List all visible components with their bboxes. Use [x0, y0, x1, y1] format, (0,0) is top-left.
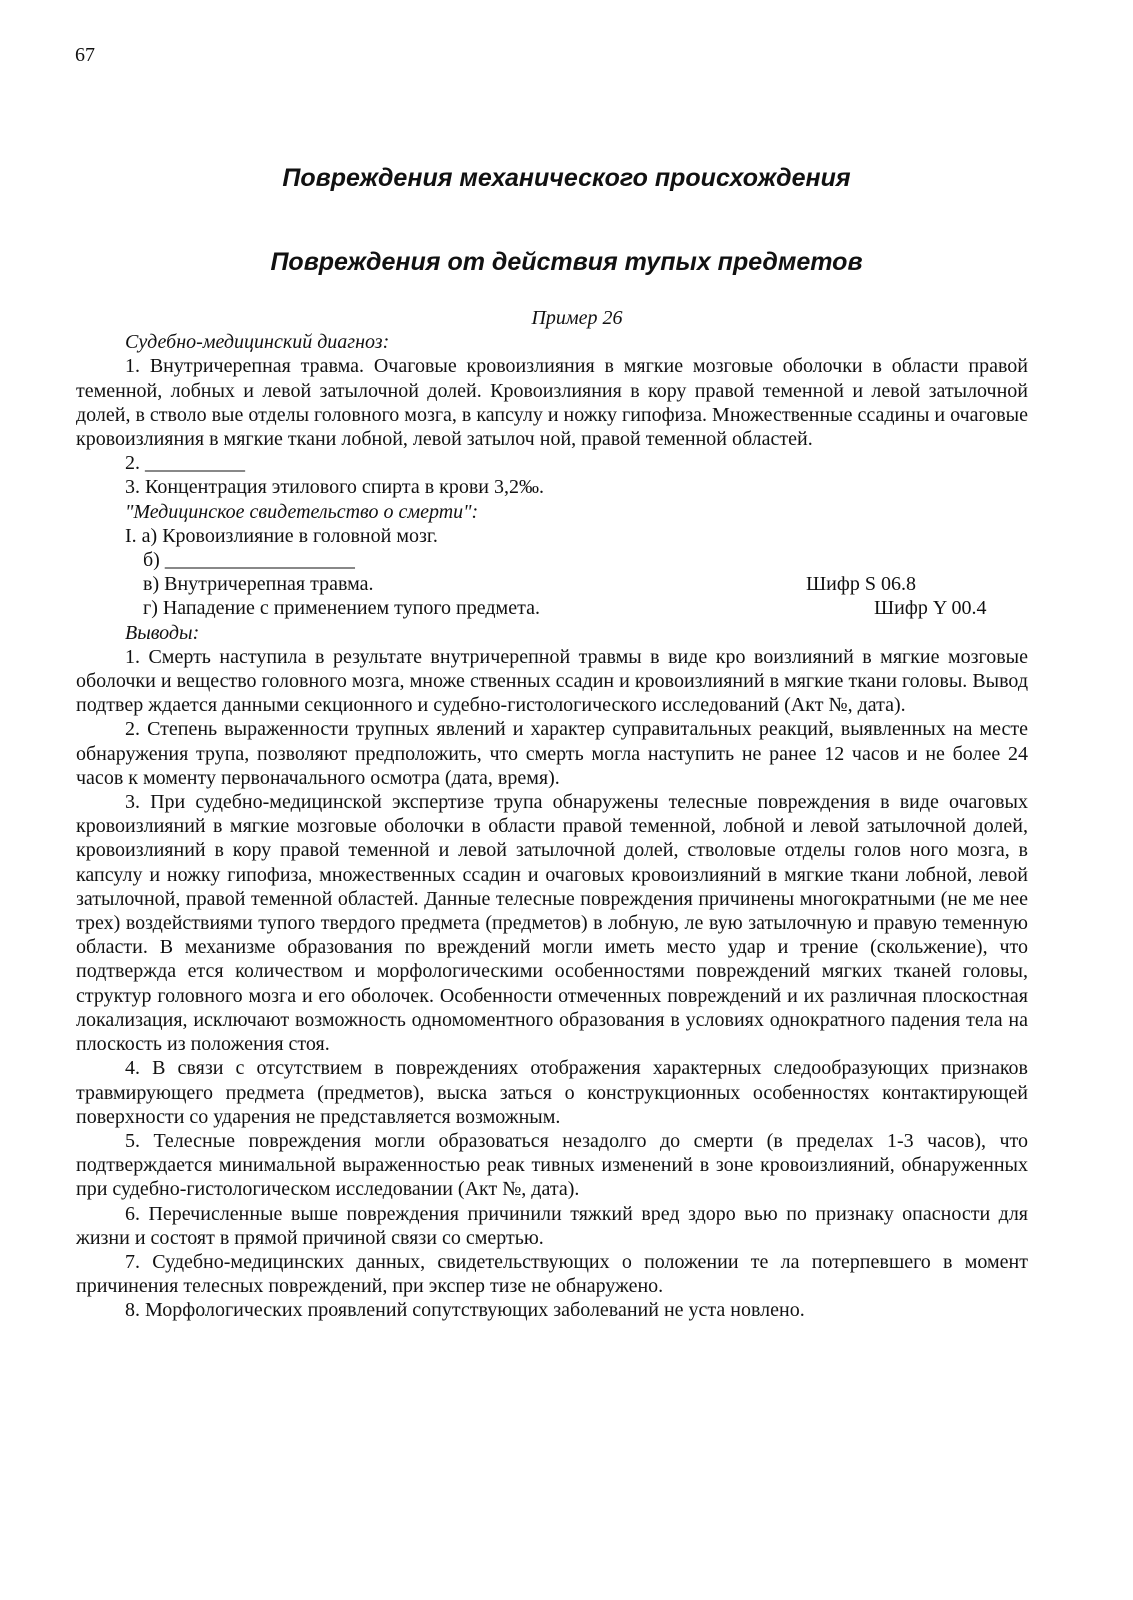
conclusion-item: 5. Телесные повреждения могли образоваться незадолго до смерти (в пределах 1-3 часов), что подтверждается минимальной выраженностью реак тивных изменений в зоне кровоизлияний, обнаруженных при судебно-гистологическом исследовании (Акт №, дата). — [76, 1129, 1028, 1201]
certificate-line-b: б) ___________________ — [143, 549, 355, 572]
subsection-heading: Повреждения от действия тупых предметов — [270, 248, 863, 276]
certificate-line-g-text: г) Нападение с применением тупого предмета. — [143, 597, 540, 620]
certificate-code-v: Шифр S 06.8 — [806, 573, 916, 596]
certificate-line-v-text: в) Внутричерепная травма. — [143, 573, 374, 596]
diagnosis-item-1: 1. Внутричерепная травма. Очаговые кровоизлияния в мягкие мозговые оболочки в области правой теменной, лобных и левой затылочной долей. Кровоизлияния в кору правой теменной и левой затылочной долей, в стволо вые отделы головного мозга, в капсулу и ножку гипофиза. Множественные ссадины и очаговые кровоизлияния в мягкие ткани лобной, левой затылоч ной, правой теменной областей. — [76, 355, 1028, 451]
diagnosis-label: Судебно-медицинский диагноз: — [125, 331, 390, 354]
certificate-line-g — [76, 596, 1028, 620]
example-title: Пример 26 — [531, 307, 623, 329]
conclusion-item: 4. В связи с отсутствием в повреждениях отображения характерных следообразующих признаков травмирующего предмета (предметов), выска заться о конструкционных особенностях контактирующей поверхности со ударения не представляется возможным. — [76, 1057, 1028, 1128]
conclusion-item: 2. Степень выраженности трупных явлений и характер суправитальных реакций, выявленных на месте обнаружения трупа, позволяют предположить, что смерть могла наступить не ранее 12 часов и не более 24 часов к моменту первоначального осмотра (дата, время). — [76, 718, 1028, 789]
certificate-line-a: I. а) Кровоизлияние в головной мозг. — [125, 524, 438, 547]
conclusion-item: 3. При судебно-медицинской экспертизе трупа обнаружены телесные повреждения в виде очаговых кровоизлияний в мягкие мозговые оболочки в области правой теменной, лобной и левой затылочной долей, кровоизлияний в кору правой теменной и левой затылочной долей, стволовые отделы голов ного мозга, в капсулу и ножку гипофиза, множественных ссадин и очаговых кровоизлияний в мягкие ткани лобной, левой затылочной, правой теменной областей. Данные телесные повреждения причинены многократными (не ме нее трех) воздействиями тупого твердого предмета (предметов) в лобную, ле вую затылочную и правую теменную области. В механизме образования по вреждений могли иметь место удар и трение (скольжение), что подтвержда ется количеством и морфологическими особенностями повреждений мягких тканей головы, структур головного мозга и его оболочек. Особенности отмеченных повреждений и их различная плоскостная локализация, исключают возможность одномоментного образования в условиях однократного падения тела на плоскость из положения стоя. — [76, 791, 1028, 1056]
document-body — [76, 306, 1028, 1323]
conclusion-item: 6. Перечисленные выше повреждения причинили тяжкий вред здоро вью по признаку опасности для жизни и состоят в прямой причиной связи со смертью. — [76, 1202, 1028, 1249]
certificate-label: "Медицинское свидетельство о смерти": — [125, 500, 479, 523]
conclusion-item: 1. Смерть наступила в результате внутричерепной травмы в виде кро воизлияний в мягкие мозговые оболочки и вещество головного мозга, множе ственных ссадин и кровоизлияний в мягкие ткани головы. Вывод подтвер ждается данными секционного и судебно-гистологического исследований (Акт №, дата). — [76, 645, 1028, 717]
conclusions-label: Выводы: — [125, 621, 200, 644]
section-heading: Повреждения механического происхождения — [282, 164, 851, 192]
certificate-line-v — [76, 572, 1028, 596]
conclusion-item: 7. Судебно-медицинских данных, свидетельствующих о положении те ла потерпевшего в момент причинения телесных повреждений, при экспер тизе не обнаружено. — [76, 1250, 1028, 1298]
conclusion-item: 8. Морфологических проявлений сопутствующих заболеваний не уста новлено. — [125, 1299, 805, 1322]
page-number: 67 — [75, 44, 95, 66]
diagnosis-item-2: 2. __________ — [125, 452, 245, 475]
certificate-code-g: Шифр Y 00.4 — [874, 597, 987, 620]
diagnosis-item-3: 3. Концентрация этилового спирта в крови 3,2‰. — [125, 476, 545, 499]
